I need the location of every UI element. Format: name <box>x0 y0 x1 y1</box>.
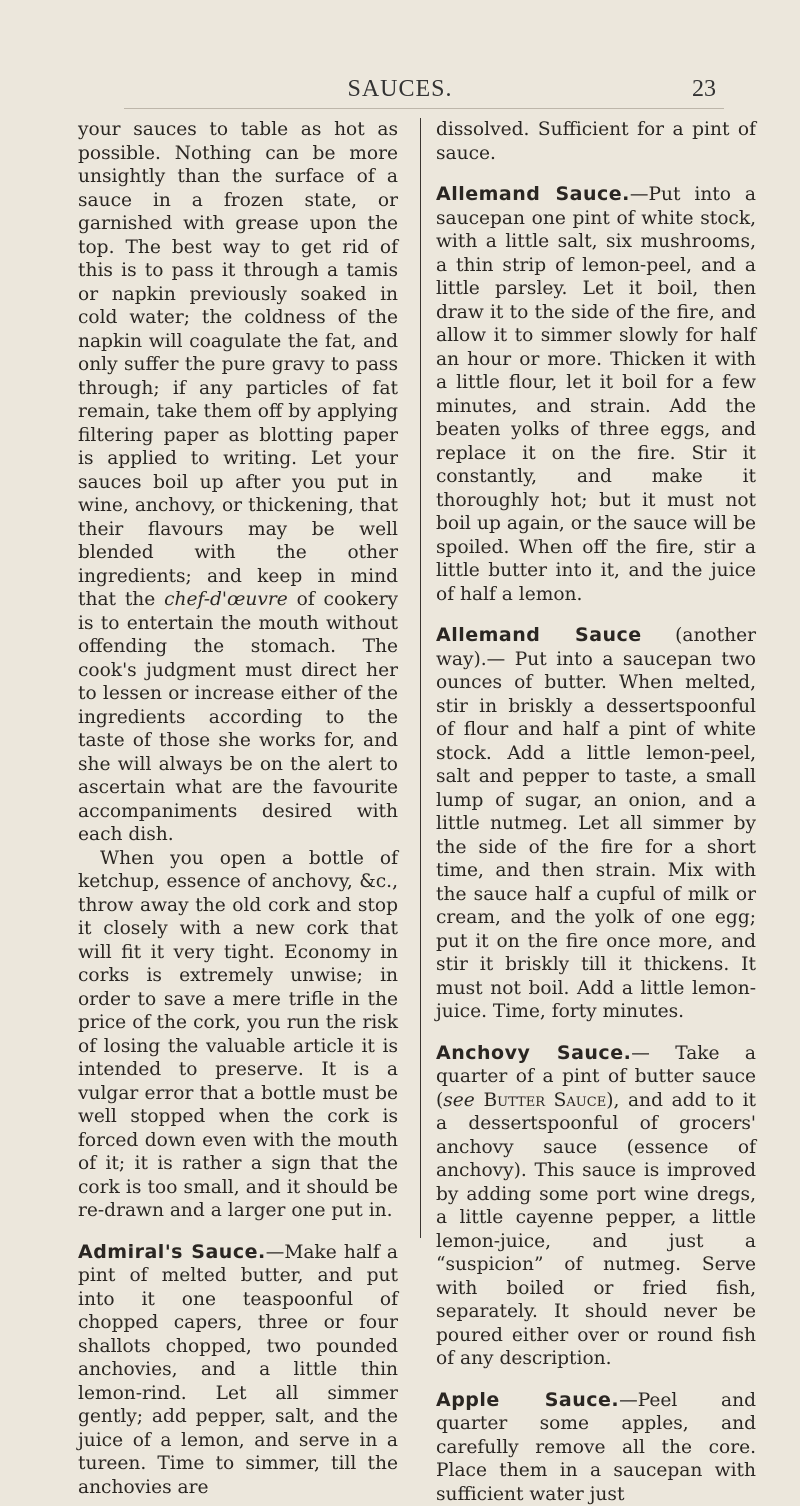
paragraph <box>78 118 398 847</box>
page-header <box>0 76 800 112</box>
header-rule <box>124 108 724 109</box>
recipe-heading: Admiral's Sauce. <box>78 1241 266 1263</box>
recipe-text: ), and add to it a dessertspoonful of grocers' anchovy sauce (essence of anchovy). This sauce is improved by adding some port wine dregs, a little cayenne pepper, a little lemon-juice, and just a “suspicion” of nutmeg. Serve with boiled or fried fish, separately. It should never be poured either over or round fish of any description. <box>436 1090 756 1370</box>
recipe-allemand-sauce <box>436 183 756 606</box>
right-column <box>436 118 756 1506</box>
paragraph: dissolved. Sufficient for a pint of sauce. <box>436 118 756 165</box>
paragraph: When you open a bottle of ketchup, essence of anchovy, &c., throw away the old cork and stop it closely with a new cork that will fit it very tight. Economy in corks is extremely unwise; in order to save a mere trifle in the price of the cork, you run the risk of losing the valuable article it is intended to preserve. It is a vulgar error that a bottle must be well stopped when the cork is forced down even with the mouth of it; it is rather a sign that the cork is too small, and it should be re-drawn and a larger one put in. <box>78 847 398 1223</box>
italic-phrase: chef-d'œuvre <box>164 589 288 610</box>
left-column <box>78 118 398 1499</box>
see-reference: see <box>443 1090 475 1111</box>
running-title: SAUCES. <box>0 76 800 103</box>
recipe-text: — Take a quarter of a pint of butter sauce ( <box>436 1043 756 1111</box>
recipe-text: —Peel and quarter some apples, and carefully remove all the core. Place them in a saucepan with sufficient water just <box>436 1390 756 1505</box>
text: of cookery is to entertain the mouth without offending the stomach. The cook's judgment must direct her to lessen or increase either of the ingredients according to the taste of those she works for, and she will always be on the alert to ascertain what are the favourite accompaniments desired with each dish. <box>78 589 398 845</box>
recipe-heading: Allemand Sauce <box>436 624 642 646</box>
recipe-text: —Make half a pint of melted butter, and put into it one teaspoonful of chopped capers, three or four shallots chopped, two pounded anchovies, and a little thin lemon-rind. Let all simmer gently; add pepper, salt, and the juice of a lemon, and serve in a tureen. Time to simmer, till the anchovies are <box>78 1242 398 1498</box>
recipe-apple-sauce <box>436 1389 756 1506</box>
recipe-allemand-sauce-another-way <box>436 624 756 1024</box>
text: your sauces to table as hot as possible. Nothing can be more unsightly than the surface of a sauce in a frozen state, or garnished with grease upon the top. The best way to get rid of this is to pass it through a tamis or napkin previously soaked in cold water; the coldness of the napkin will coagulate the fat, and only suffer the pure gravy to pass through; if any particles of fat remain, take them off by applying filtering paper as blotting paper is applied to writing. Let your sauces boil up after you put in wine, anchovy, or thickening, that their flavours may be well blended with the other ingredients; and keep in mind that the <box>78 119 398 610</box>
recipe-heading: Apple Sauce. <box>436 1389 619 1411</box>
recipe-anchovy-sauce <box>436 1042 756 1371</box>
recipe-admirals-sauce <box>78 1241 398 1500</box>
cross-reference: Butter Sauce <box>484 1090 607 1111</box>
recipe-heading: Anchovy Sauce. <box>436 1042 631 1064</box>
column-divider <box>420 118 421 1238</box>
page-number: 23 <box>692 76 716 103</box>
recipe-heading: Allemand Sauce. <box>436 183 630 205</box>
recipe-text: —Put into a saucepan one pint of white stock, with a little salt, six mushrooms, a thin strip of lemon-peel, and a little parsley. Let it boil, then draw it to the side of the fire, and allow it to simmer slowly for half an hour or more. Thicken it with a little flour, let it boil for a few minutes, and strain. Add the beaten yolks of three eggs, and replace it on the fire. Stir it constantly, and make it thoroughly hot; but it must not boil up again, or the sauce will be spoiled. When off the fire, stir a little butter into it, and the juice of half a lemon. <box>436 184 756 605</box>
recipe-text: (another way).— Put into a saucepan two ounces of butter. When melted, stir in briskly a dessertspoonful of flour and half a pint of white stock. Add a little lemon-peel, salt and pepper to taste, a small lump of sugar, an onion, and a little nutmeg. Let all simmer by the side of the fire for a short time, and then strain. Mix with the sauce half a cupful of milk or cream, and the yolk of one egg; put it on the fire once more, and stir it briskly till it thickens. It must not boil. Add a little lemon-juice. Time, forty minutes. <box>436 625 756 1022</box>
